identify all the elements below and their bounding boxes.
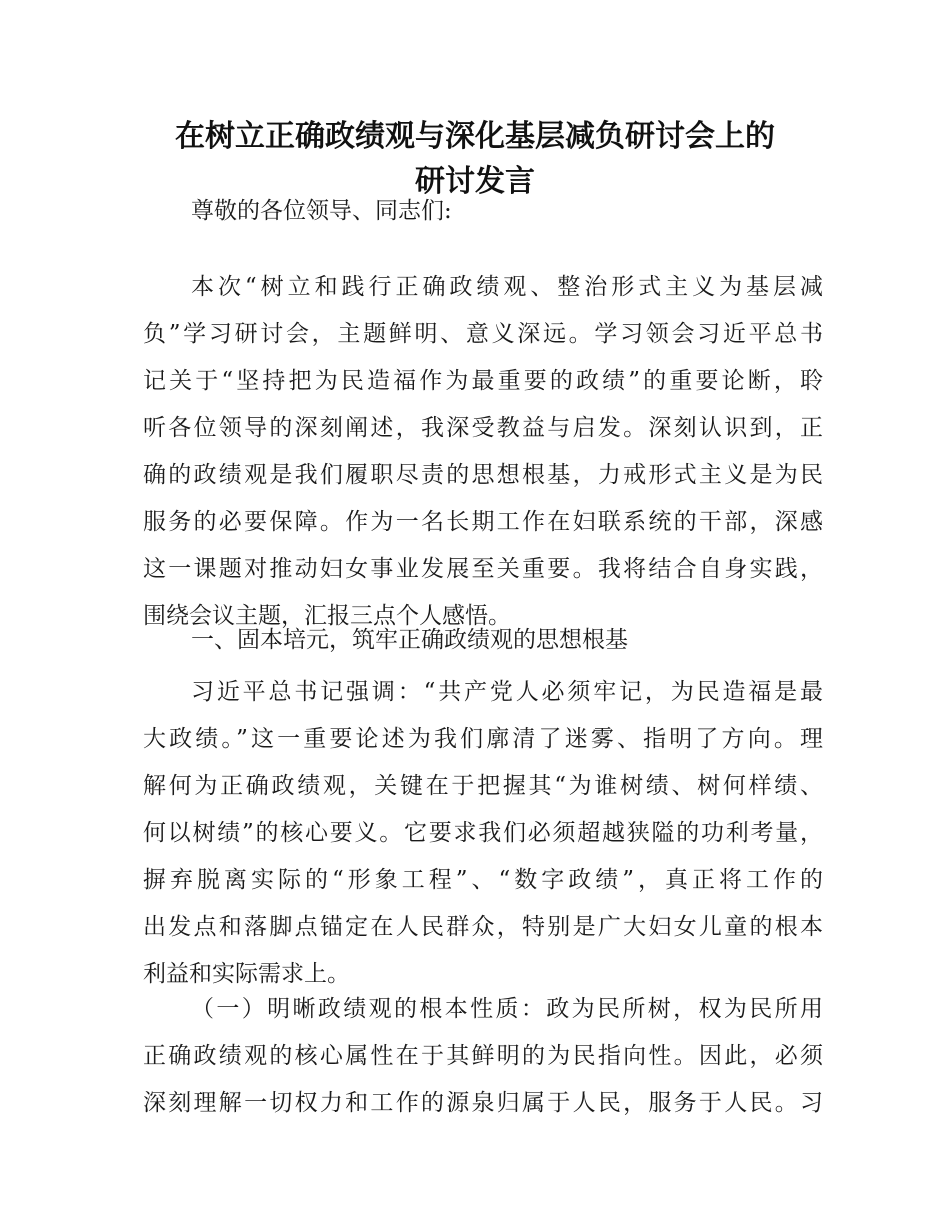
paragraph-line: 习近平总书记强调：“共产党人必须牢记，为民造福是最 bbox=[191, 679, 823, 705]
paragraph-line: 深刻理解一切权力和工作的源泉归属于人民，服务于人民。习 bbox=[143, 1090, 823, 1116]
paragraph-line: 负”学习研讨会，主题鲜明、意义深远。学习领会习近平总书 bbox=[143, 321, 823, 347]
document-title-line-2: 研讨发言 bbox=[415, 164, 535, 199]
paragraph-line: 出发点和落脚点锚定在人民群众，特别是广大妇女儿童的根本 bbox=[143, 914, 823, 940]
paragraph-section-1 bbox=[143, 669, 823, 998]
paragraph-line: 服务的必要保障。作为一名长期工作在妇联系统的干部，深感 bbox=[143, 509, 823, 535]
section-heading-1 bbox=[143, 617, 823, 664]
paragraph-line: 摒弃脱离实际的“形象工程”、“数字政绩”，真正将工作的 bbox=[143, 867, 823, 893]
paragraph-line: 利益和实际需求上。 bbox=[143, 961, 350, 987]
paragraph-line: 记关于“坚持把为民造福作为最重要的政绩”的重要论断，聆 bbox=[143, 368, 823, 394]
subsection-1 bbox=[143, 986, 823, 1127]
salutation-text: 尊敬的各位领导、同志们: bbox=[191, 198, 452, 224]
paragraph-line: 听各位领导的深刻阐述，我深受教益与启发。深刻认识到，正 bbox=[143, 415, 823, 441]
paragraph-line: 解何为正确政绩观，关键在于把握其“为谁树绩、树何样绩、 bbox=[143, 773, 823, 799]
paragraph-line: 何以树绩”的核心要义。它要求我们必须超越狭隘的功利考量， bbox=[143, 820, 823, 846]
document-title-line-1: 在树立正确政绩观与深化基层减负研讨会上的 bbox=[175, 119, 775, 154]
paragraph-line: 大政绩。”这一重要论述为我们廓清了迷雾、指明了方向。理 bbox=[143, 726, 823, 752]
paragraph-line: 这一课题对推动妇女事业发展至关重要。我将结合自身实践， bbox=[143, 556, 823, 582]
subsection-heading-text: （一）明晰政绩观的根本性质：政为民所树，权为民所用 bbox=[191, 996, 823, 1022]
paragraph-intro bbox=[143, 264, 823, 640]
salutation bbox=[143, 188, 823, 235]
paragraph-line: 确的政绩观是我们履职尽责的思想根基，力戒形式主义是为民 bbox=[143, 462, 823, 488]
paragraph-line: 围绕会议主题，汇报三点个人感悟。 bbox=[143, 603, 511, 629]
section-heading-text: 一、固本培元，筑牢正确政绩观的思想根基 bbox=[191, 627, 628, 653]
paragraph-line: 正确政绩观的核心属性在于其鲜明的为民指向性。因此，必须 bbox=[143, 1043, 823, 1069]
paragraph-line: 本次“树立和践行正确政绩观、整治形式主义为基层减 bbox=[191, 274, 823, 300]
